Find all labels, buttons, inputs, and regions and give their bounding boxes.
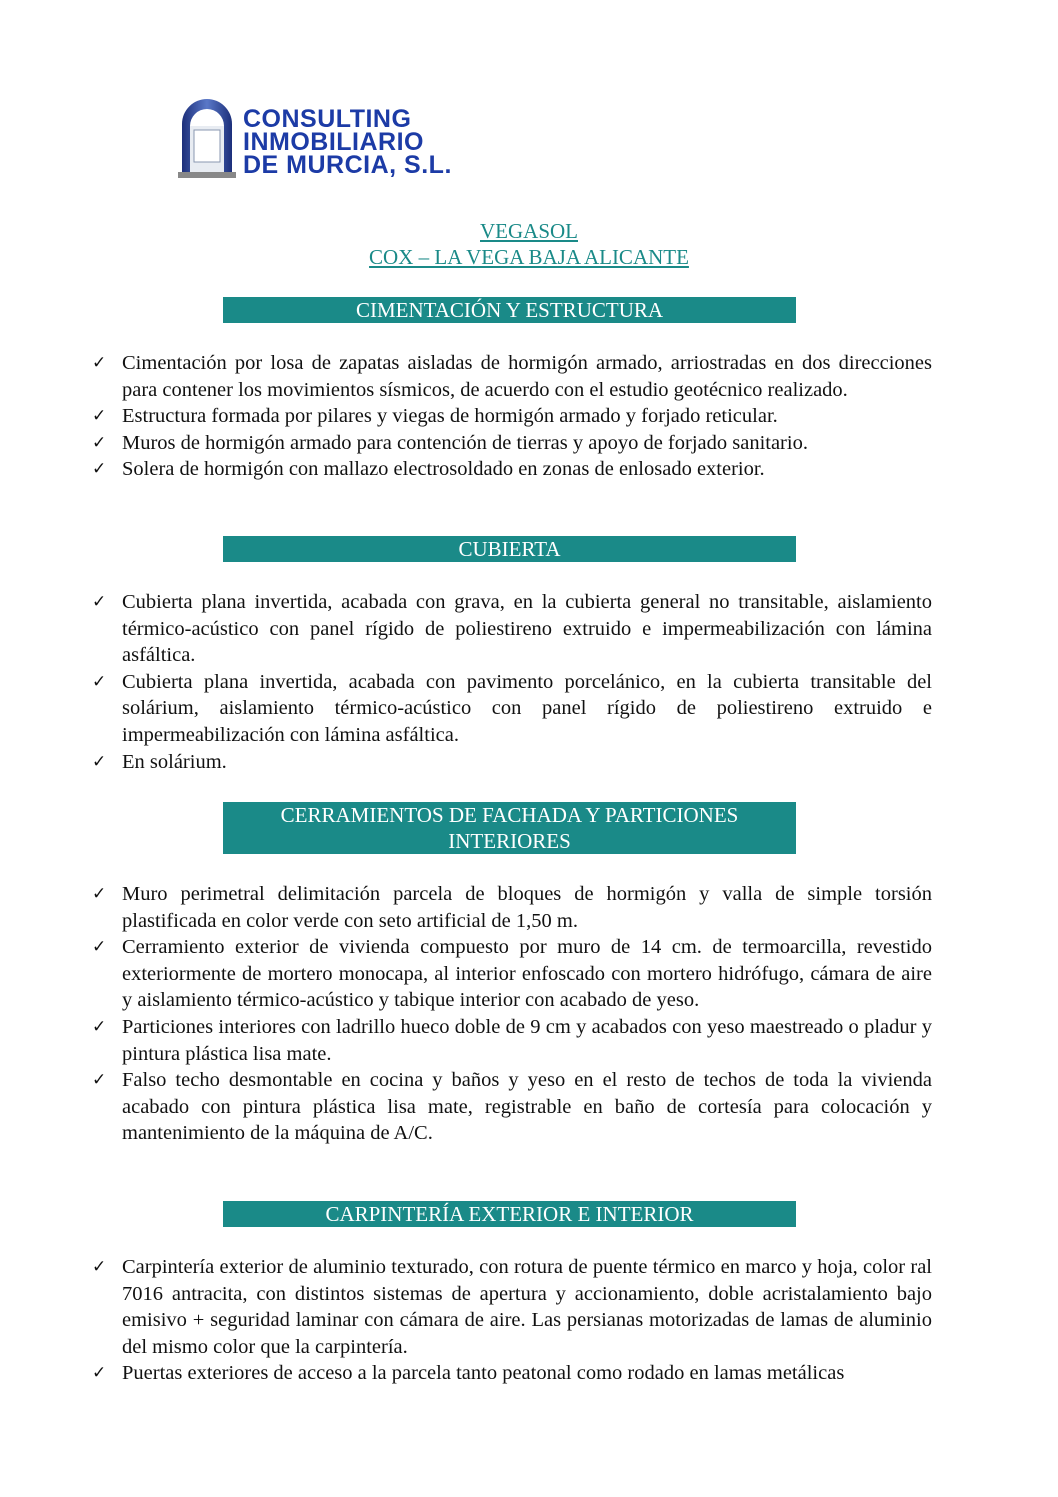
- section-heading: CARPINTERÍA EXTERIOR E INTERIOR: [223, 1201, 796, 1227]
- item-text: Muros de hormigón armado para contención de tierras y apoyo de forjado sanitario.: [122, 431, 808, 454]
- bullet-list: [92, 881, 932, 1147]
- item-text: Estructura formada por pilares y viegas de hormigón armado y forjado reticular.: [122, 405, 778, 428]
- list-item: [92, 403, 932, 430]
- checkmark-icon: ✓: [92, 937, 107, 958]
- checkmark-icon: ✓: [92, 671, 107, 692]
- checkmark-icon: ✓: [92, 1363, 107, 1384]
- title-line: COX – LA VEGA BAJA ALICANTE: [369, 245, 689, 269]
- checkmark-icon: ✓: [92, 406, 107, 427]
- item-text: Cubierta plana invertida, acabada con grava, en la cubierta general no transitable, aislamiento térmico-acústico con panel rígido de poliestireno extruido e impermeabilización con lámina asfáltica.: [122, 591, 932, 667]
- item-text: Solera de hormigón con mallazo electrosoldado en zonas de enlosado exterior.: [122, 458, 765, 481]
- checkmark-icon: ✓: [92, 1070, 107, 1091]
- list-item: [92, 749, 932, 776]
- list-item: [92, 1014, 932, 1067]
- bullet-list: [92, 350, 932, 483]
- section-heading: CIMENTACIÓN Y ESTRUCTURA: [223, 297, 796, 323]
- company-logo: [178, 94, 458, 184]
- list-item: [92, 430, 932, 457]
- list-item: [92, 881, 932, 934]
- list-item: [92, 1360, 932, 1387]
- checkmark-icon: ✓: [92, 459, 107, 480]
- section-heading: [223, 802, 796, 854]
- project-location: [0, 244, 1058, 270]
- heading-line: INTERIORES: [448, 829, 571, 853]
- arch-door-icon: [178, 94, 236, 178]
- item-text: Cerramiento exterior de vivienda compuesto por muro de 14 cm. de termoarcilla, revestido exteriormente de mortero monocapa, al interior enfoscado con mortero hidrófugo, cámara de aire y aislamiento térmico-acústico y tabique interior con acabado de yeso.: [122, 936, 932, 1012]
- list-item: [92, 934, 932, 1014]
- bullet-list: [92, 1254, 932, 1387]
- list-item: [92, 589, 932, 669]
- project-title: [0, 218, 1058, 244]
- checkmark-icon: ✓: [92, 1016, 107, 1037]
- item-text: Carpintería exterior de aluminio texturado, con rotura de puente térmico en marco y hoja, color ral 7016 antracita, con distintos sistemas de apertura y accionamiento, doble acristalamiento bajo emisivo + seguridad laminar con cámara de aire. Las persianas motorizadas de lamas de aluminio del mismo color que la carpintería.: [122, 1256, 932, 1358]
- item-text: Puertas exteriores de acceso a la parcela tanto peatonal como rodado en lamas metálicas: [122, 1362, 845, 1385]
- section-heading: CUBIERTA: [223, 536, 796, 562]
- item-text: Falso techo desmontable en cocina y baños y yeso en el resto de techos de toda la vivienda acabado con pintura plástica lisa mate, registrable en baño de cortesía para colocación y mantenimiento de la máquina de A/C.: [122, 1069, 932, 1145]
- title-line: VEGASOL: [480, 219, 578, 243]
- list-item: [92, 456, 932, 483]
- logo-line: INMOBILIARIO: [243, 128, 424, 156]
- item-text: En solárium.: [122, 750, 227, 773]
- checkmark-icon: ✓: [92, 592, 107, 612]
- checkmark-icon: ✓: [92, 432, 107, 453]
- item-text: Particiones interiores con ladrillo hueco doble de 9 cm y acabados con yeso maestreado o pladur y pintura plástica lisa mate.: [122, 1015, 932, 1065]
- checkmark-icon: ✓: [92, 884, 107, 904]
- list-item: [92, 669, 932, 749]
- list-item: [92, 1067, 932, 1147]
- item-text: Muro perimetral delimitación parcela de bloques de hormigón y valla de simple torsión plastificada en color verde con seto artificial de 1,50 m.: [122, 883, 932, 932]
- list-item: [92, 350, 932, 403]
- logo-line: CONSULTING: [243, 105, 412, 133]
- logo-line: DE MURCIA, S.L.: [243, 151, 452, 179]
- item-text: Cubierta plana invertida, acabada con pavimento porcelánico, en la cubierta transitable del solárium, aislamiento térmico-acústico con panel rígido de poliestireno extruido e impermeabilización con lámina asfáltica.: [122, 670, 932, 746]
- checkmark-icon: ✓: [92, 1257, 107, 1277]
- list-item: [92, 1254, 932, 1360]
- heading-line: CERRAMIENTOS DE FACHADA Y PARTICIONES: [280, 803, 739, 827]
- checkmark-icon: ✓: [92, 353, 107, 373]
- checkmark-icon: ✓: [92, 751, 107, 772]
- bullet-list: [92, 589, 932, 775]
- item-text: Cimentación por losa de zapatas aisladas de hormigón armado, arriostradas en dos direcciones para contener los movimientos sísmicos, de acuerdo con el estudio geotécnico realizado.: [122, 352, 932, 401]
